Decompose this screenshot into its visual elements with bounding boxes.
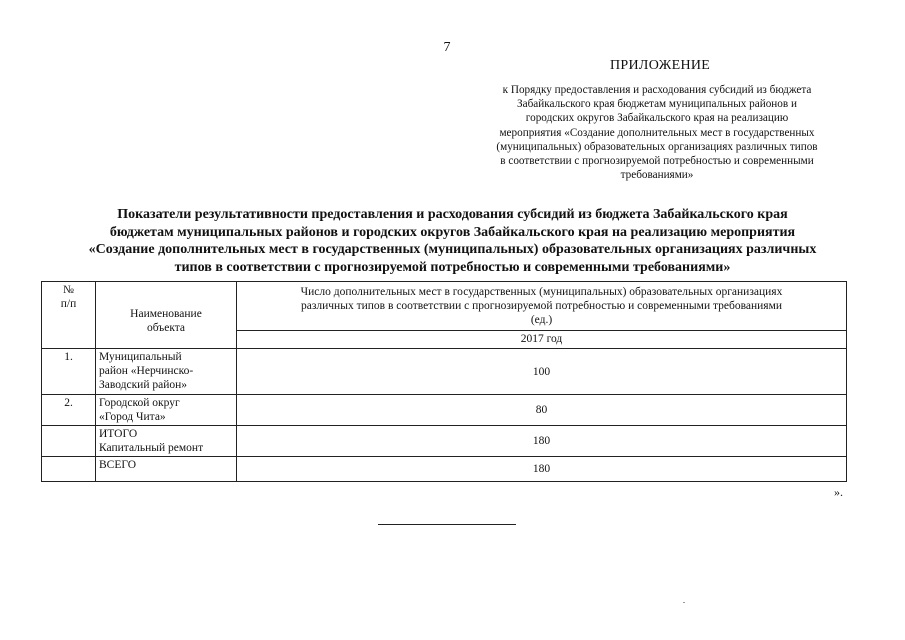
row-value: 180	[237, 457, 847, 482]
table-row	[42, 349, 847, 395]
appendix-line: требованиями»	[620, 169, 694, 182]
header-year: 2017 год	[237, 331, 847, 349]
header-description-line: различных типов в соответствии с прогнозируемой потребностью и современными требованиями	[300, 300, 783, 312]
row-object-name	[96, 426, 237, 457]
header-description-line: (ед.)	[530, 314, 553, 326]
row-object-name-line: Капитальный ремонт	[99, 442, 204, 454]
row-object-name-line: Городской округ	[99, 397, 180, 409]
scan-artifact	[683, 602, 685, 603]
row-value: 100	[237, 349, 847, 395]
appendix-title: ПРИЛОЖЕНИЕ	[610, 58, 711, 73]
separator-line	[378, 524, 516, 525]
appendix-line: (муниципальных) образовательных организациях различных типов	[496, 140, 818, 153]
title-line: бюджетам муниципальных районов и городских округов Забайкальского края на реализацию мероприятия	[109, 224, 796, 240]
appendix-line: к Порядку предоставления и расходования субсидий из бюджета	[502, 84, 812, 96]
table-header-row	[42, 282, 847, 331]
appendix-line: в соответствии с прогнозируемой потребностью и современными	[500, 155, 814, 168]
row-object-name-line: Муниципальный	[99, 351, 182, 363]
title-line: «Создание дополнительных мест в государственных (муниципальных) образовательных организациях различных	[88, 242, 817, 257]
row-value: 180	[237, 426, 847, 457]
header-object-name	[96, 282, 237, 349]
row-object-name	[96, 395, 237, 426]
document-title	[30, 206, 875, 276]
table-row	[42, 457, 847, 482]
row-number: 2.	[42, 395, 96, 426]
row-number	[42, 426, 96, 457]
header-number	[42, 282, 96, 349]
row-object-name-line: «Город Чита»	[99, 411, 166, 423]
row-object-name-line: ИТОГО	[99, 428, 138, 440]
table-row	[42, 426, 847, 457]
appendix-line: городских округов Забайкальского края на реализацию	[525, 112, 789, 125]
table-row	[42, 395, 847, 426]
row-object-name-line: район «Нерчинско-	[99, 365, 194, 377]
row-object-name	[96, 349, 237, 395]
row-object-name	[96, 457, 237, 482]
indicators-table	[41, 281, 847, 482]
header-object-name-line: Наименование	[130, 308, 202, 320]
row-object-name-line: ВСЕГО	[99, 459, 137, 471]
title-line: типов в соответствии с прогнозируемой потребностью и современными требованиями»	[174, 259, 731, 275]
row-object-name-line: Заводский район»	[99, 379, 188, 391]
appendix-line: Забайкальского края бюджетам муниципальных районов и	[517, 98, 797, 111]
appendix-text	[462, 83, 852, 182]
header-number-line: п/п	[60, 298, 77, 310]
closing-quote-mark: ».	[834, 485, 843, 499]
header-description-line: Число дополнительных мест в государственных (муниципальных) образовательных организациях	[300, 286, 783, 298]
page-number: 7	[443, 40, 451, 55]
row-value: 80	[237, 395, 847, 426]
row-number	[42, 457, 96, 482]
header-object-name-line: объекта	[146, 322, 186, 334]
header-indicator-description	[237, 282, 847, 331]
appendix-line: мероприятия «Создание дополнительных мест в государственных	[499, 126, 815, 139]
row-number: 1.	[42, 349, 96, 395]
title-line: Показатели результативности предоставления и расходования субсидий из бюджета Забайкальского края	[117, 207, 788, 222]
header-number-line: №	[63, 284, 74, 296]
